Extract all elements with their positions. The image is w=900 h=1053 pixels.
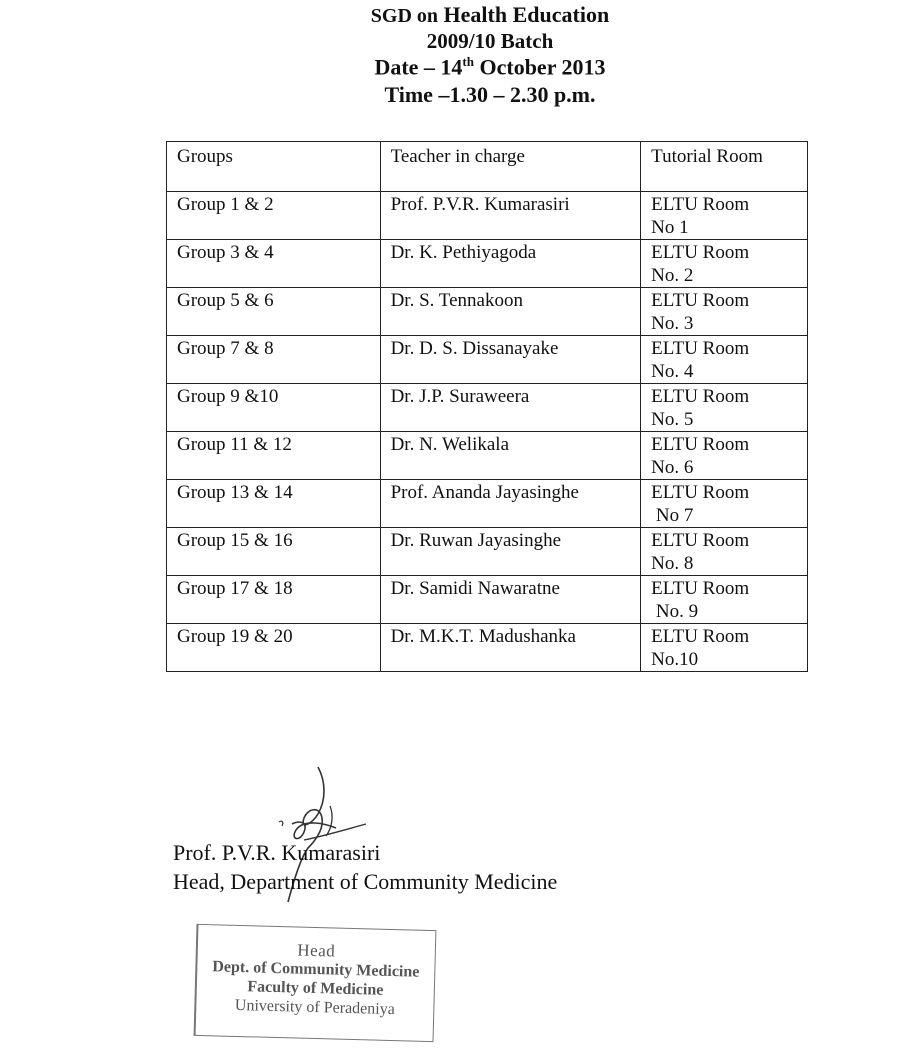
room-number: No. 8 xyxy=(651,553,694,574)
signatory-title: Head, Department of Community Medicine xyxy=(173,869,558,894)
table-row xyxy=(167,528,808,576)
group-cell: Group 17 & 18 xyxy=(167,576,381,624)
signatory-block xyxy=(173,838,557,896)
group-cell: Group 7 & 8 xyxy=(167,336,381,384)
document-header xyxy=(0,2,900,108)
teacher-cell: Dr. Ruwan Jayasinghe xyxy=(380,528,641,576)
room-cell xyxy=(641,576,808,624)
teacher-cell: Dr. N. Welikala xyxy=(380,432,641,480)
teacher-cell: Prof. P.V.R. Kumarasiri xyxy=(380,192,641,240)
group-cell: Group 19 & 20 xyxy=(167,624,381,672)
room-number: No. 4 xyxy=(651,361,694,382)
stamp-line-1: Head xyxy=(297,940,336,961)
room-number: No. 6 xyxy=(651,457,694,478)
table-row xyxy=(167,624,808,672)
group-cell: Group 11 & 12 xyxy=(167,432,381,480)
room-number: No. 2 xyxy=(651,265,694,286)
teacher-cell: Dr. Samidi Nawaratne xyxy=(380,576,641,624)
room-number: No.10 xyxy=(651,649,699,670)
room-number: No 7 xyxy=(651,505,694,526)
room-number: No. 9 xyxy=(651,601,699,622)
room-cell xyxy=(641,624,808,672)
room-name: ELTU Room xyxy=(651,626,750,647)
table-row xyxy=(167,192,808,240)
room-name: ELTU Room xyxy=(651,578,750,599)
room-cell xyxy=(641,480,808,528)
date-line xyxy=(0,54,900,81)
room-name: ELTU Room xyxy=(651,338,750,359)
stamp-line-4: University of Peradeniya xyxy=(234,996,396,1019)
teacher-cell: Dr. M.K.T. Madushanka xyxy=(380,624,641,672)
room-name: ELTU Room xyxy=(651,242,750,263)
table-row xyxy=(167,432,808,480)
stamp-line-3: Faculty of Medicine xyxy=(247,978,384,999)
room-number: No. 5 xyxy=(651,409,694,430)
table-row xyxy=(167,576,808,624)
group-cell: Group 1 & 2 xyxy=(167,192,381,240)
room-cell xyxy=(641,384,808,432)
room-cell xyxy=(641,192,808,240)
room-name: ELTU Room xyxy=(651,434,750,455)
header-groups: Groups xyxy=(167,142,381,192)
group-allocation-table xyxy=(166,141,808,672)
room-name: ELTU Room xyxy=(651,530,750,551)
teacher-cell: Dr. J.P. Suraweera xyxy=(380,384,641,432)
stamp-line-2: Dept. of Community Medicine xyxy=(212,958,420,981)
official-stamp xyxy=(194,924,437,1042)
teacher-cell: Prof. Ananda Jayasinghe xyxy=(380,480,641,528)
time-line: Time –1.30 – 2.30 p.m. xyxy=(384,81,596,107)
batch-line: 2009/10 Batch xyxy=(426,28,554,53)
room-number: No. 3 xyxy=(651,313,694,334)
room-cell xyxy=(641,336,808,384)
table-row xyxy=(167,240,808,288)
room-number: No 1 xyxy=(651,217,689,238)
title-prefix: SGD on xyxy=(370,5,439,27)
group-cell: Group 5 & 6 xyxy=(167,288,381,336)
table-row xyxy=(167,288,808,336)
group-cell: Group 3 & 4 xyxy=(167,240,381,288)
title-main: Health Education xyxy=(443,2,610,27)
table-row xyxy=(167,480,808,528)
date-rest: October 2013 xyxy=(473,54,606,80)
group-cell: Group 13 & 14 xyxy=(167,480,381,528)
room-name: ELTU Room xyxy=(651,386,750,407)
room-cell xyxy=(641,528,808,576)
teacher-cell: Dr. S. Tennakoon xyxy=(380,288,641,336)
table-row xyxy=(167,384,808,432)
group-cell: Group 9 &10 xyxy=(167,384,381,432)
date-suffix: th xyxy=(462,54,474,70)
teacher-cell: Dr. D. S. Dissanayake xyxy=(380,336,641,384)
room-name: ELTU Room xyxy=(651,482,750,503)
room-cell xyxy=(641,432,808,480)
signatory-name: Prof. P.V.R. Kumarasiri xyxy=(173,840,381,865)
header-teacher: Teacher in charge xyxy=(380,142,641,192)
room-cell xyxy=(641,288,808,336)
room-name: ELTU Room xyxy=(651,290,750,311)
table-header-row xyxy=(167,142,808,192)
table-row xyxy=(167,336,808,384)
room-name: ELTU Room xyxy=(651,194,750,215)
header-room: Tutorial Room xyxy=(641,142,808,192)
teacher-cell: Dr. K. Pethiyagoda xyxy=(380,240,641,288)
document-title xyxy=(0,2,900,29)
room-cell xyxy=(641,240,808,288)
group-cell: Group 15 & 16 xyxy=(167,528,381,576)
date-label: Date – 14 xyxy=(374,54,463,80)
